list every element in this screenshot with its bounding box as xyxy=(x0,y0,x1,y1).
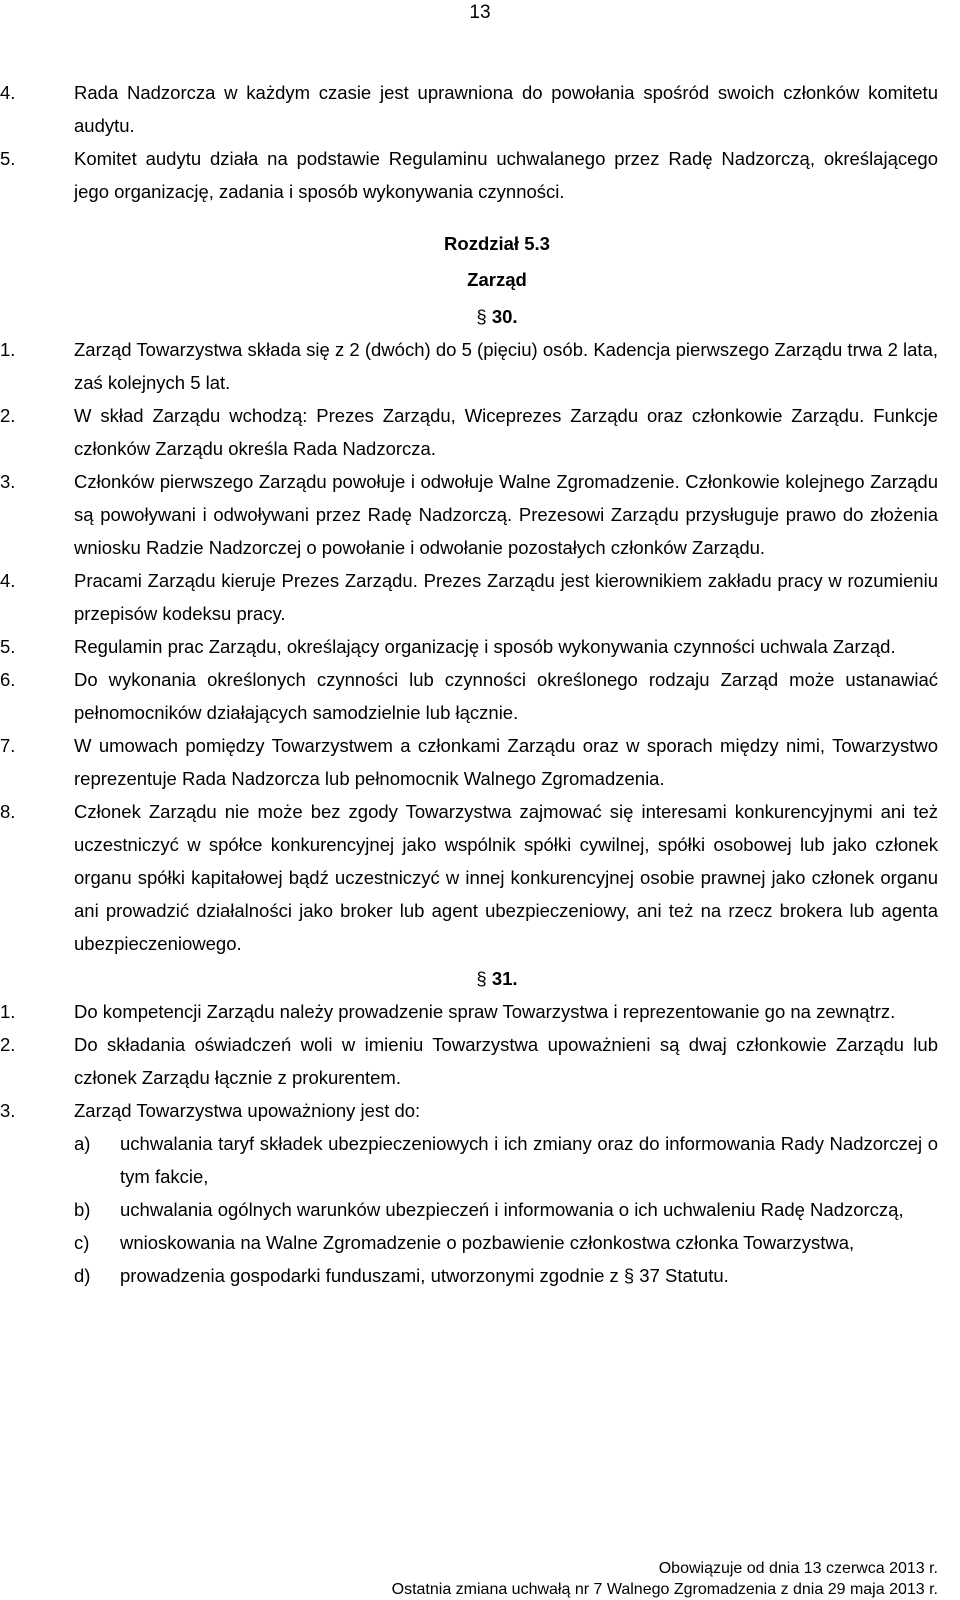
footer-last-amendment: Ostatnia zmiana uchwałą nr 7 Walnego Zgromadzenia z dnia 29 maja 2013 r. xyxy=(391,1581,938,1598)
sub-item-letter: d) xyxy=(74,1265,91,1286)
list-item xyxy=(0,564,960,630)
item-number: 4. xyxy=(0,570,16,591)
item-text: Pracami Zarządu kieruje Prezes Zarządu. Prezes Zarządu jest kierownikiem zakładu pracy w rozumieniu przepisów kodeksu pracy. xyxy=(74,570,938,624)
item-number: 1. xyxy=(0,1001,16,1022)
list-item xyxy=(0,333,960,399)
item-text: Regulamin prac Zarządu, określający organizację i sposób wykonywania czynności uchwala Zarząd. xyxy=(74,636,896,657)
list-item xyxy=(0,663,960,729)
item-number: 7. xyxy=(0,735,16,756)
item-text: Członek Zarządu nie może bez zgody Towarzystwa zajmować się interesami konkurencyjnymi ani też uczestniczyć w spółce konkurencyjnej jako wspólnik spółki cywilnej, spółki osobowej lub jako członek organu spółki kapitałowej bądź uczestniczyć w innej konkurencyjnej osobie prawnej jako członek organu ani prowadzić działalności jako broker lub agent ubezpieczeniowy, ani też na rzecz brokera lub agenta ubezpieczeniowego. xyxy=(74,801,938,954)
list-item xyxy=(0,1028,960,1094)
item-text: W umowach pomiędzy Towarzystwem a członkami Zarządu oraz w sporach między nimi, Towarzystwo reprezentuje Rada Nadzorcza lub pełnomocnik Walnego Zgromadzenia. xyxy=(74,735,938,789)
item-number: 3. xyxy=(0,1100,16,1121)
item-text: Do kompetencji Zarządu należy prowadzenie spraw Towarzystwa i reprezentowanie go na zewnątrz. xyxy=(74,1001,896,1022)
document-body xyxy=(0,76,960,1292)
sub-item-text: prowadzenia gospodarki funduszami, utworzonymi zgodnie z § 37 Statutu. xyxy=(120,1265,729,1286)
item-number: 4. xyxy=(0,82,16,103)
item-text: Zarząd Towarzystwa upoważniony jest do: xyxy=(74,1100,421,1121)
item-number: 3. xyxy=(0,471,16,492)
sub-list-item xyxy=(0,1226,960,1259)
item-text: W skład Zarządu wchodzą: Prezes Zarządu, Wiceprezes Zarządu oraz członkowie Zarządu. Funkcje członków Zarządu określa Rada Nadzorcza. xyxy=(74,405,938,459)
section-number: 30. xyxy=(491,306,518,327)
list-item xyxy=(0,1094,960,1127)
sub-item-letter: c) xyxy=(74,1232,90,1253)
item-number: 2. xyxy=(0,405,16,426)
section-number: 31. xyxy=(491,968,518,989)
sub-item-text: uchwalania taryf składek ubezpieczeniowych i ich zmiany oraz do informowania Rady Nadzorczej o tym fakcie, xyxy=(120,1133,938,1187)
sub-list-item xyxy=(0,1127,960,1193)
sub-item-letter: a) xyxy=(74,1133,91,1154)
list-item xyxy=(0,399,960,465)
list-item xyxy=(0,729,960,795)
sub-list-item xyxy=(0,1259,960,1292)
sub-item-text: wnioskowania na Walne Zgromadzenie o pozbawienie członkostwa członka Towarzystwa, xyxy=(120,1232,855,1253)
item-text: Do wykonania określonych czynności lub czynności określonego rodzaju Zarząd może ustanawiać pełnomocników działających samodzielnie lub łącznie. xyxy=(74,669,938,723)
section-sign: § xyxy=(476,306,487,327)
list-item xyxy=(0,995,960,1028)
item-number: 5. xyxy=(0,636,16,657)
section-heading-31 xyxy=(0,962,960,995)
item-text: Do składania oświadczeń woli w imieniu Towarzystwa upoważnieni są dwaj członkowie Zarządu lub członek Zarządu łącznie z prokurentem. xyxy=(74,1034,938,1088)
item-text: Komitet audytu działa na podstawie Regulaminu uchwalanego przez Radę Nadzorczą, określającego jego organizację, zadania i sposób wykonywania czynności. xyxy=(74,148,938,202)
section-sign: § xyxy=(476,968,487,989)
list-item xyxy=(0,465,960,564)
sub-item-letter: b) xyxy=(74,1199,91,1220)
page-footer xyxy=(392,1558,938,1600)
list-item xyxy=(0,76,960,142)
item-number: 5. xyxy=(0,148,16,169)
footer-effective-date: Obowiązuje od dnia 13 czerwca 2013 r. xyxy=(658,1560,938,1577)
sub-item-text: uchwalania ogólnych warunków ubezpieczeń i informowania o ich uchwaleniu Radę Nadzorczą, xyxy=(120,1199,904,1220)
item-text: Zarząd Towarzystwa składa się z 2 (dwóch) do 5 (pięciu) osób. Kadencja pierwszego Zarządu trwa 2 lata, zaś kolejnych 5 lat. xyxy=(74,339,938,393)
item-number: 2. xyxy=(0,1034,16,1055)
list-item xyxy=(0,795,960,960)
list-item xyxy=(0,630,960,663)
item-number: 6. xyxy=(0,669,16,690)
list-item xyxy=(0,142,960,208)
page-number: 13 xyxy=(469,2,491,23)
section-heading-30 xyxy=(0,300,960,333)
item-text: Rada Nadzorcza w każdym czasie jest uprawniona do powołania spośród swoich członków komitetu audytu. xyxy=(74,82,938,136)
item-number: 8. xyxy=(0,801,16,822)
item-text: Członków pierwszego Zarządu powołuje i odwołuje Walne Zgromadzenie. Członkowie kolejnego Zarządu są powoływani i odwoływani przez Radę Nadzorczą. Prezesowi Zarządu przysługuje prawo do złożenia wniosku Radzie Nadzorczej o powołanie i odwołanie pozostałych członków Zarządu. xyxy=(74,471,938,558)
chapter-title: Zarząd xyxy=(467,269,527,290)
chapter-heading: Rozdział 5.3 xyxy=(444,233,550,254)
item-number: 1. xyxy=(0,339,16,360)
sub-list-item xyxy=(0,1193,960,1226)
